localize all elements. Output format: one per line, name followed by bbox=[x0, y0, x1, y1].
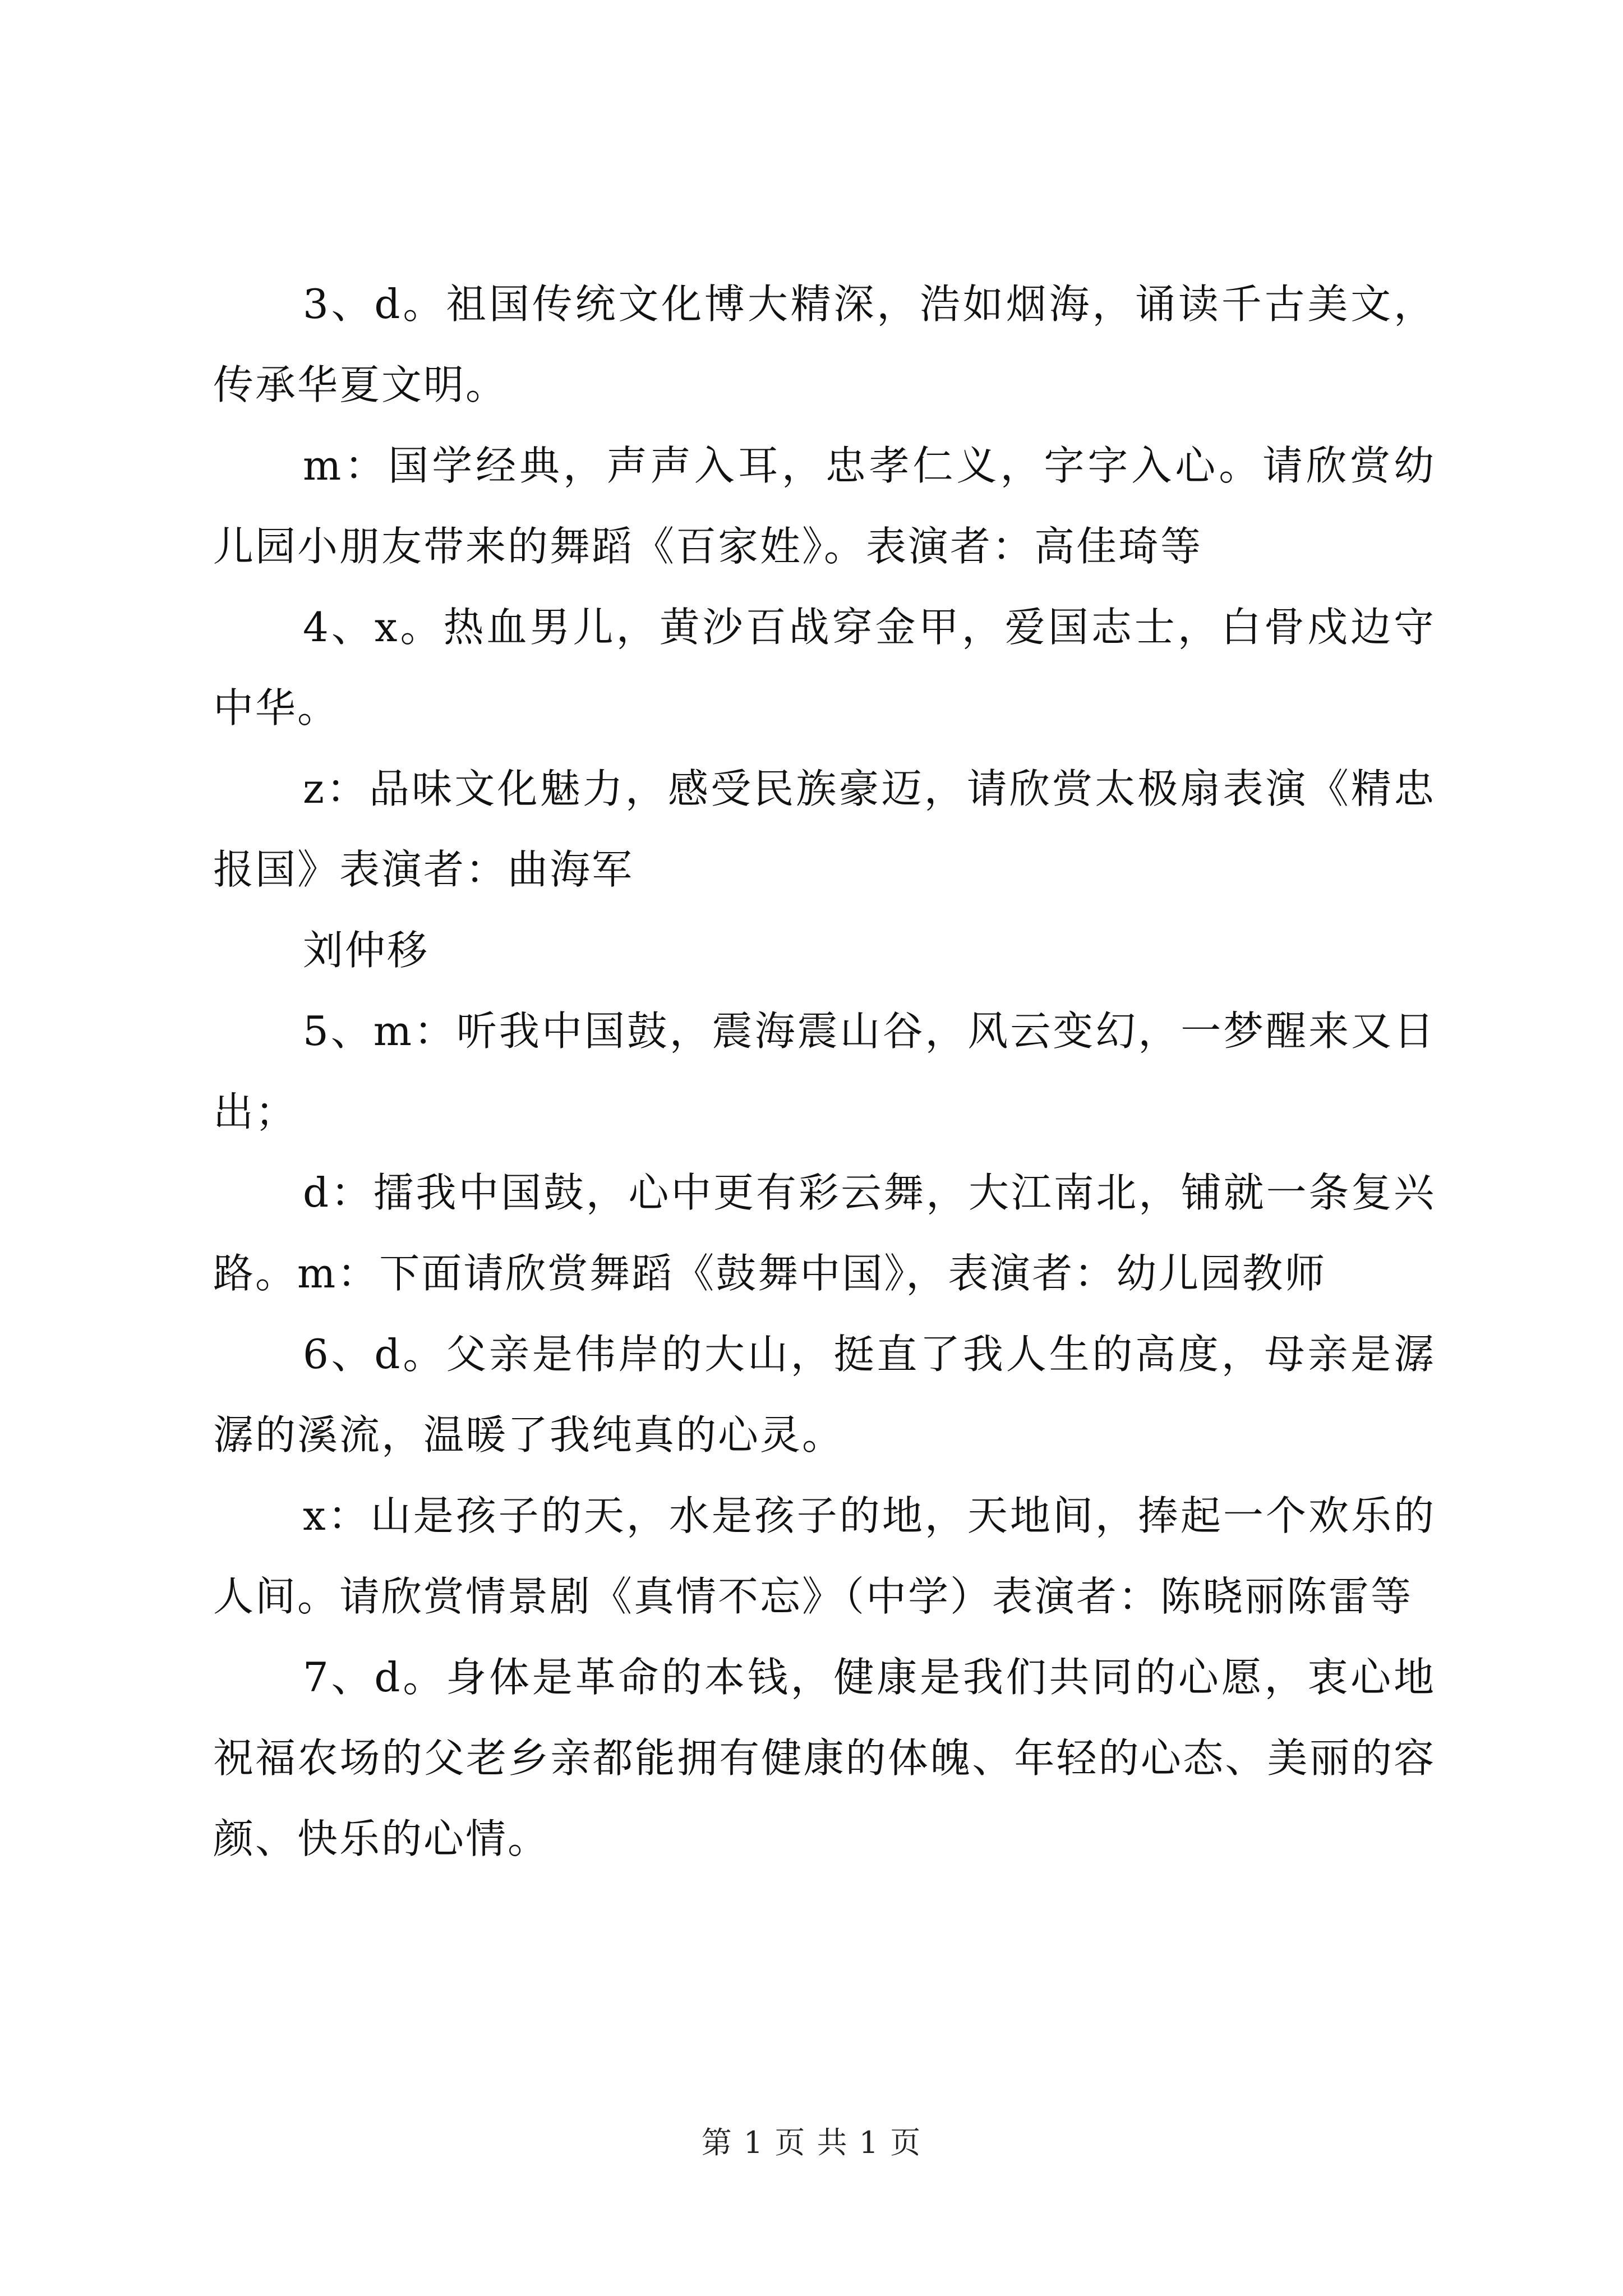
paragraph-7-d: 7、d。身体是革命的本钱，健康是我们共同的心愿，衷心地祝福农场的父老乡亲都能拥有健康的体魄、年轻的心态、美丽的容颜、快乐的心情。 bbox=[213, 1654, 1436, 1862]
document-body bbox=[213, 264, 1436, 1879]
paragraph-x-drama: x：山是孩子的天，水是孩子的地，天地间，捧起一个欢乐的人间。请欣赏情景剧《真情不忘》（中学）表演者：陈晓丽陈雷等 bbox=[213, 1492, 1436, 1620]
paragraph-3-d: 3、d。祖国传统文化博大精深，浩如烟海，诵读千古美文，传承华夏文明。 bbox=[213, 280, 1436, 408]
paragraph-m-classics: m：国学经典，声声入耳，忠孝仁义，字字入心。请欣赏幼儿园小朋友带来的舞蹈《百家姓》。表演者：高佳琦等 bbox=[213, 442, 1436, 570]
page-footer: 第 1 页 共 1 页 bbox=[701, 2125, 922, 2160]
paragraph-d-drum: d：擂我中国鼓，心中更有彩云舞，大江南北，铺就一条复兴路。m：下面请欣赏舞蹈《鼓舞中国》，表演者：幼儿园教师 bbox=[213, 1169, 1436, 1297]
paragraph-6-d: 6、d。父亲是伟岸的大山，挺直了我人生的高度，母亲是潺潺的溪流，温暖了我纯真的心灵。 bbox=[213, 1331, 1436, 1458]
paragraph-5-m: 5、m：听我中国鼓，震海震山谷，风云变幻，一梦醒来又日出； bbox=[213, 1007, 1436, 1135]
paragraph-4-x: 4、x。热血男儿，黄沙百战穿金甲，爱国志士，白骨戍边守中华。 bbox=[213, 604, 1436, 731]
paragraph-performer-name: 刘仲移 bbox=[303, 927, 430, 974]
paragraph-z-taichi: z：品味文化魅力，感受民族豪迈，请欣赏太极扇表演《精忠报国》表演者：曲海军 bbox=[213, 765, 1436, 893]
